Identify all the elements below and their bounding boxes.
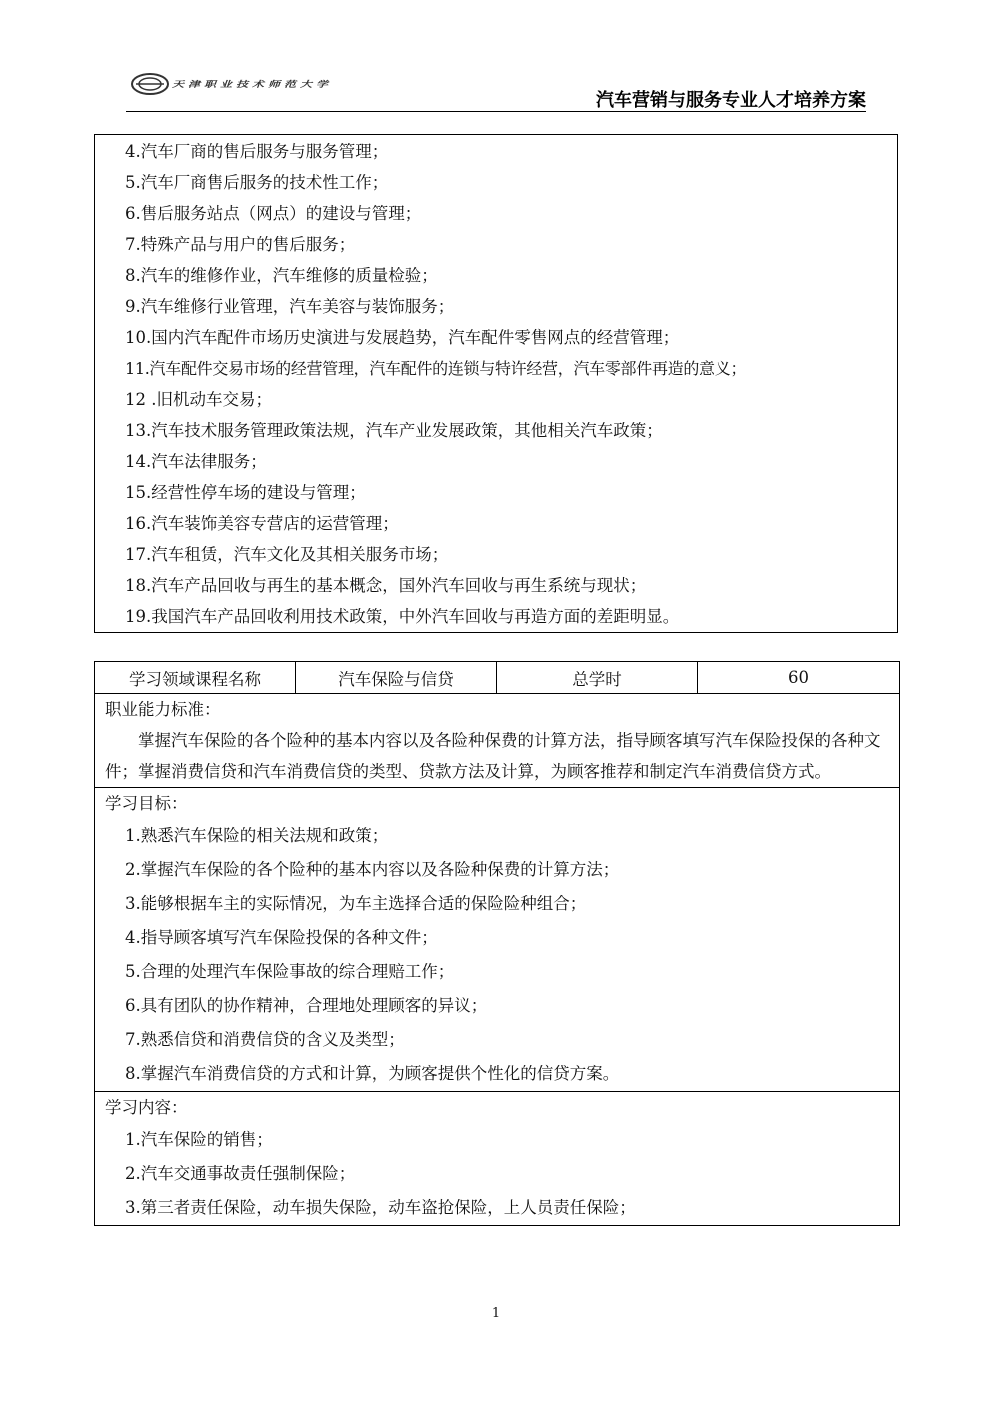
goal-item: 5.合理的处理汽车保险事故的综合理赔工作；	[125, 962, 455, 981]
course-header-row	[95, 662, 900, 694]
page-header	[126, 70, 866, 112]
goal-item: 2.掌握汽车保险的各个险种的基本内容以及各险种保费的计算方法；	[125, 860, 620, 879]
standard-row	[95, 694, 900, 788]
content-item: 10.国内汽车配件市场历史演进与发展趋势，汽车配件零售网点的经营管理；	[125, 328, 680, 347]
content-item: 19.我国汽车产品回收利用技术政策，中外汽车回收与再造方面的差距明显。	[125, 607, 680, 626]
content-item: 12 .旧机动车交易；	[125, 390, 272, 409]
goal-item: 7.熟悉信贷和消费信贷的含义及类型；	[125, 1030, 405, 1049]
content-item: 2.汽车交通事故责任强制保险；	[125, 1164, 356, 1183]
content-cell	[95, 1092, 900, 1226]
content-title: 学习内容：	[105, 1098, 188, 1117]
goals-title: 学习目标：	[105, 794, 188, 813]
school-logo-icon	[130, 72, 170, 96]
page-number: 1	[491, 1306, 501, 1321]
previous-course-content-box	[94, 134, 898, 633]
goal-item: 8.掌握汽车消费信贷的方式和计算，为顾客提供个性化的信贷方案。	[125, 1064, 620, 1083]
document-title: 汽车营销与服务专业人才培养方案	[596, 90, 866, 111]
content-item: 13.汽车技术服务管理政策法规，汽车产业发展政策，其他相关汽车政策；	[125, 421, 663, 440]
content-item: 18.汽车产品回收与再生的基本概念，国外汽车回收与再生系统与现状；	[125, 576, 647, 595]
content-item: 11.汽车配件交易市场的经营管理，汽车配件的连锁与特许经营，汽车零部件再造的意义；	[125, 359, 747, 378]
content-item: 14.汽车法律服务；	[125, 452, 267, 471]
goal-item: 1.熟悉汽车保险的相关法规和政策；	[125, 826, 389, 845]
standard-cell	[95, 694, 900, 788]
total-hours-value: 60	[698, 662, 900, 694]
total-hours-label: 总学时	[497, 662, 698, 694]
header-rule	[126, 111, 866, 112]
content-item: 5.汽车厂商售后服务的技术性工作；	[125, 173, 389, 192]
content-item: 6.售后服务站点（网点）的建设与管理；	[125, 204, 422, 223]
content-item: 15.经营性停车场的建设与管理；	[125, 483, 366, 502]
standard-title: 职业能力标准：	[105, 700, 221, 719]
goal-item: 3.能够根据车主的实际情况，为车主选择合适的保险险种组合；	[125, 894, 587, 913]
school-name-logo-text: 天津职业技术师范大学	[172, 79, 333, 90]
content-item: 16.汽车装饰美容专营店的运营管理；	[125, 514, 399, 533]
course-name-value: 汽车保险与信贷	[296, 662, 497, 694]
content-item: 3.第三者责任保险，动车损失保险，动车盗抢保险，上人员责任保险；	[125, 1198, 636, 1217]
goals-cell	[95, 788, 900, 1092]
content-item: 7.特殊产品与用户的售后服务；	[125, 235, 356, 254]
goal-item: 6.具有团队的协作精神，合理地处理顾客的异议；	[125, 996, 488, 1015]
standard-text: 掌握汽车保险的各个险种的基本内容以及各险种保费的计算方法，指导顾客填写汽车保险投保的各种文件；掌握消费信贷和汽车消费信贷的类型、贷款方法及计算，为顾客推荐和制定汽车消费信贷方式。	[105, 731, 881, 781]
goal-item: 4.指导顾客填写汽车保险投保的各种文件；	[125, 928, 438, 947]
course-table	[94, 661, 900, 1226]
content-item: 17.汽车租赁，汽车文化及其相关服务市场；	[125, 545, 449, 564]
content-row	[95, 1092, 900, 1226]
course-name-label: 学习领域课程名称	[95, 662, 296, 694]
content-item: 8.汽车的维修作业，汽车维修的质量检验；	[125, 266, 438, 285]
content-item: 4.汽车厂商的售后服务与服务管理；	[125, 142, 389, 161]
content-item: 1.汽车保险的销售；	[125, 1130, 273, 1149]
content-item: 9.汽车维修行业管理，汽车美容与装饰服务；	[125, 297, 455, 316]
goals-row	[95, 788, 900, 1092]
